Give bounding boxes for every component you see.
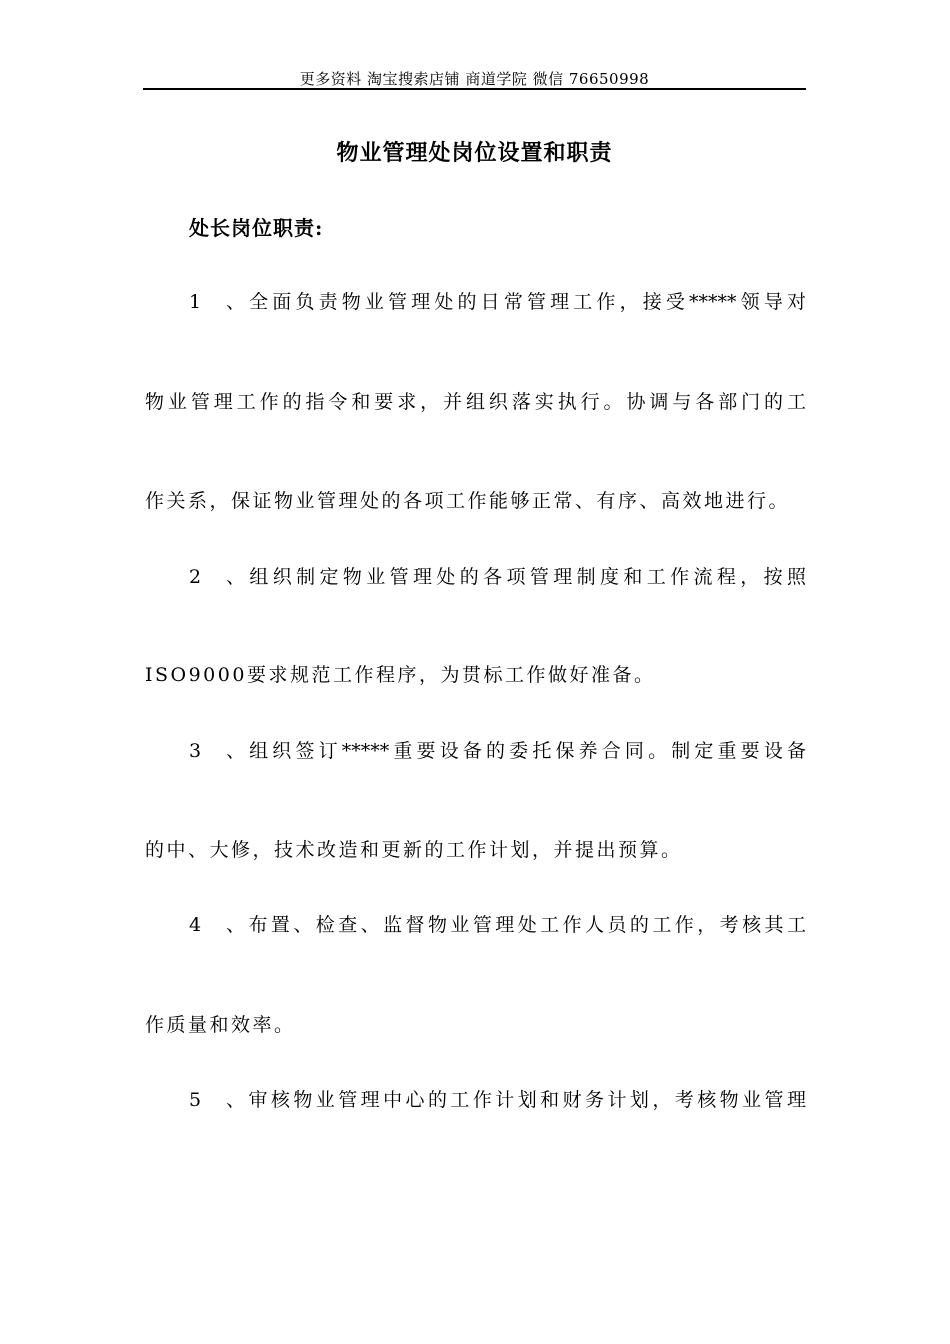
section-heading: 处长岗位职责: bbox=[189, 216, 324, 240]
item-4-number: 4、 bbox=[189, 914, 245, 936]
document-title: 物业管理处岗位设置和职责 bbox=[336, 140, 613, 166]
item-1-line-1 bbox=[189, 290, 806, 314]
item-1-text-1: 全面负责物业管理处的日常管理工作，接受*****领导对 bbox=[245, 291, 806, 313]
item-2-line-2: ISO9000要求规范工作程序，为贯标工作做好准备。 bbox=[145, 664, 656, 686]
item-4-line-1 bbox=[189, 913, 806, 937]
item-2-text-1: 组织制定物业管理处的各项管理制度和工作流程，按照 bbox=[245, 566, 806, 588]
item-2-number: 2、 bbox=[189, 566, 245, 588]
header-divider bbox=[143, 88, 806, 90]
item-3-line-1 bbox=[189, 739, 806, 763]
item-1-line-2: 物业管理工作的指令和要求，并组织落实执行。协调与各部门的工 bbox=[145, 391, 806, 413]
page-header-text: 更多资料 淘宝搜索店铺 商道学院 微信 76650998 bbox=[299, 70, 650, 88]
item-4-line-2: 作质量和效率。 bbox=[145, 1014, 296, 1036]
item-3-number: 3、 bbox=[189, 740, 245, 762]
item-2-line-1 bbox=[189, 565, 806, 589]
item-5-text-1: 审核物业管理中心的工作计划和财务计划，考核物业管理 bbox=[245, 1089, 806, 1111]
item-1-line-3: 作关系，保证物业管理处的各项工作能够正常、有序、高效地进行。 bbox=[145, 490, 791, 512]
item-3-text-1: 组织签订*****重要设备的委托保养合同。制定重要设备 bbox=[245, 740, 806, 762]
item-3-line-2: 的中、大修，技术改造和更新的工作计划，并提出预算。 bbox=[145, 839, 683, 861]
item-5-number: 5、 bbox=[189, 1089, 245, 1111]
item-4-text-1: 布置、检查、监督物业管理处工作人员的工作，考核其工 bbox=[245, 914, 806, 936]
item-5-line-1 bbox=[189, 1088, 806, 1112]
item-1-number: 1、 bbox=[189, 291, 245, 313]
